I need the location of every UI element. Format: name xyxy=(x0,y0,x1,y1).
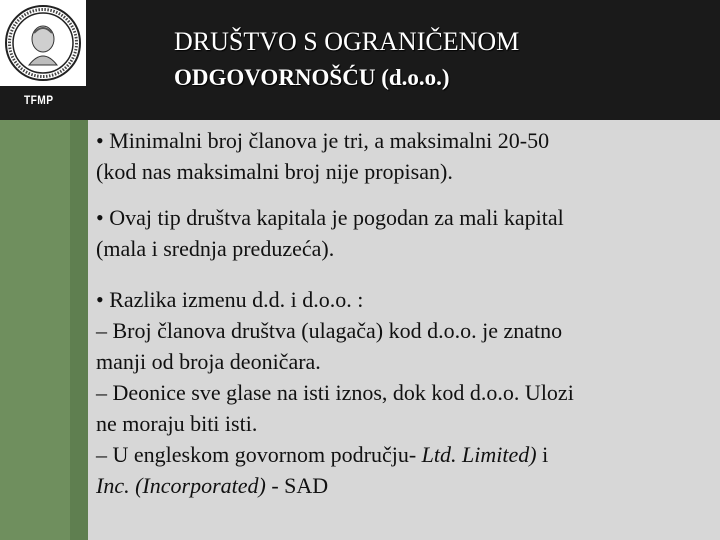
bullet-line: • Razlika izmenu d.d. i d.o.o. : xyxy=(96,287,364,312)
page-title xyxy=(174,24,704,96)
text-run-italic: Inc. (Incorporated) xyxy=(96,473,266,498)
text-run: – U engleskom govornom području- xyxy=(96,442,422,467)
bullet-item xyxy=(96,125,714,187)
bullet-line: (mala i srednja preduzeća). xyxy=(96,236,335,261)
header-bar xyxy=(0,0,720,120)
bullet-line: • Minimalni broj članova je tri, a maksimalni 20-50 xyxy=(96,128,550,153)
logo xyxy=(0,0,86,86)
sidebar-edge xyxy=(70,120,88,540)
title-line-2: ODGOVORNOŠĆU (d.o.o.) xyxy=(174,65,450,90)
bullet-item xyxy=(96,284,714,501)
bullet-line: (kod nas maksimalni broj nije propisan). xyxy=(96,159,453,184)
sub-bullet-line: – Deonice sve glase na isti iznos, dok kod d.o.o. Ulozi xyxy=(96,380,574,405)
sub-bullet-line: – Broj članova društva (ulagača) kod d.o.o. je znatno xyxy=(96,318,563,343)
bullet-item xyxy=(96,202,714,264)
bullet-line: • Ovaj tip društva kapitala je pogodan za mali kapital xyxy=(96,205,564,230)
text-run: i xyxy=(536,442,549,467)
text-run-italic: Ltd. Limited) xyxy=(421,442,537,467)
title-line-1: DRUŠTVO S OGRANIČENOM xyxy=(174,27,520,56)
sub-bullet-line xyxy=(96,470,714,501)
logo-abbreviation: TFMP xyxy=(24,93,54,107)
university-seal-icon xyxy=(3,3,83,83)
sub-bullet-line: ne moraju biti isti. xyxy=(96,411,258,436)
sub-bullet-line: manji od broja deoničara. xyxy=(96,349,321,374)
slide-content xyxy=(88,120,720,540)
text-run: - SAD xyxy=(265,473,329,498)
sub-bullet-line xyxy=(96,439,714,470)
